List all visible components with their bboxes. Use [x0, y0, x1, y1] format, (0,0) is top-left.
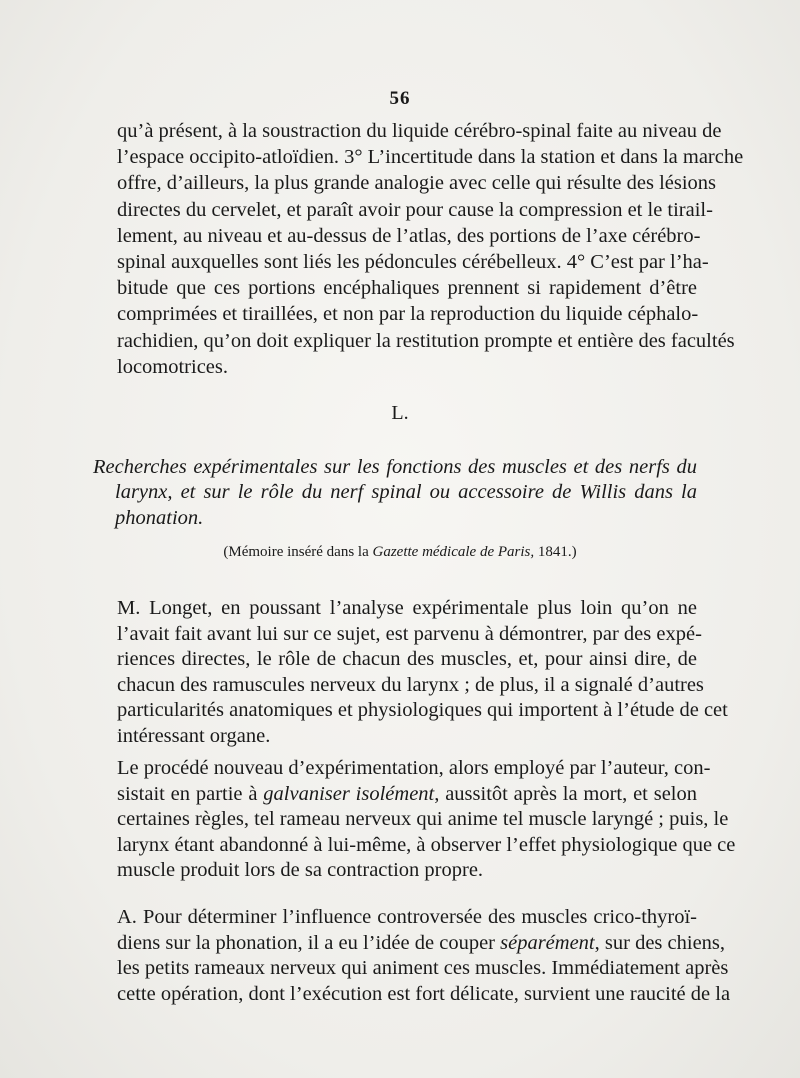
text-line: l’espace occipito-atloïdien. 3° L’incertitude dans la station et dans la marche — [117, 146, 744, 169]
emphasis-text: séparément — [500, 931, 595, 954]
text-line: rachidien, qu’on doit expliquer la restitution prompte et entière des facultés — [117, 329, 735, 352]
paragraph-2 — [117, 756, 736, 884]
title-line: larynx, et sur le rôle du nerf spinal ou accessoire de Willis dans la — [115, 481, 697, 504]
page-number: 56 — [389, 88, 411, 109]
text-line: muscle produit lors de sa contraction propre. — [117, 859, 484, 882]
paragraph-3 — [117, 905, 731, 1007]
title-line: phonation. — [115, 506, 204, 529]
text-line: l’avait fait avant lui sur ce sujet, est parvenu à démontrer, par des expé- — [117, 622, 702, 645]
text-line: les petits rameaux nerveux qui animent ces muscles. Immédiatement après — [117, 957, 729, 980]
text-line: particularités anatomiques et physiologiques qui importent à l’étude de cet — [117, 699, 728, 722]
text-line: cette opération, dont l’exécution est fort délicate, survient une raucité de la — [117, 982, 731, 1005]
text-line: spinal auxquelles sont liés les pédoncules cérébelleux. 4° C’est par l’ha- — [117, 250, 709, 273]
text-line: A. Pour déterminer l’influence controversée des muscles crico-thyroï- — [117, 906, 697, 928]
continuation-paragraph — [117, 118, 744, 380]
text-line: M. Longet, en poussant l’analyse expérimentale plus loin qu’on ne — [117, 597, 697, 619]
text-line: chacun des ramuscules nerveux du larynx ; de plus, il a signalé d’autres — [117, 673, 704, 696]
text-segment: , aussitôt après la mort, et selon — [434, 782, 697, 805]
text-line: directes du cervelet, et paraît avoir pour cause la compression et le tirail- — [117, 198, 713, 221]
text-segment: sistait en partie à — [117, 782, 264, 805]
text-line: qu’à présent, à la soustraction du liquide cérébro-spinal faite au niveau de — [117, 120, 722, 142]
source-note — [0, 544, 800, 561]
text-line: bitude que ces portions encéphaliques prennent si rapidement d’être — [117, 277, 697, 300]
title-line: Recherches expérimentales sur les fonctions des muscles et des nerfs du — [93, 456, 697, 478]
text-line — [117, 931, 726, 957]
text-line: riences directes, le rôle de chacun des muscles, et, pour ainsi dire, de — [117, 648, 697, 671]
text-line: locomotrices. — [117, 355, 229, 378]
text-segment: diens sur la phonation, il a eu l’idée de couper — [117, 931, 501, 954]
text-segment: , sur des chiens, — [594, 931, 726, 954]
source-prefix: (Mémoire inséré dans la — [223, 544, 373, 560]
text-line — [117, 782, 697, 808]
text-line: larynx étant abandonné à lui-même, à observer l’effet physiologique que ce — [117, 833, 736, 856]
paragraph-1 — [117, 596, 728, 750]
section-title — [93, 455, 697, 531]
source-suffix: 1841.) — [534, 544, 577, 560]
text-line: certaines règles, tel rameau nerveux qui anime tel muscle laryngé ; puis, le — [117, 808, 729, 831]
text-line: intéressant organe. — [117, 724, 271, 747]
emphasis-text: galvaniser isolément — [263, 782, 435, 805]
text-line: offre, d’ailleurs, la plus grande analogie avec celle qui résulte des lésions — [117, 172, 717, 195]
section-number: L. — [391, 402, 409, 424]
text-line: lement, au niveau et au-dessus de l’atlas, des portions de l’axe cérébro- — [117, 224, 701, 247]
text-line: comprimées et tiraillées, et non par la reproduction du liquide céphalo- — [117, 303, 699, 326]
source-journal: Gazette médicale de Paris, — [372, 544, 535, 560]
text-line: Le procédé nouveau d’expérimentation, alors employé par l’auteur, con- — [117, 757, 711, 779]
